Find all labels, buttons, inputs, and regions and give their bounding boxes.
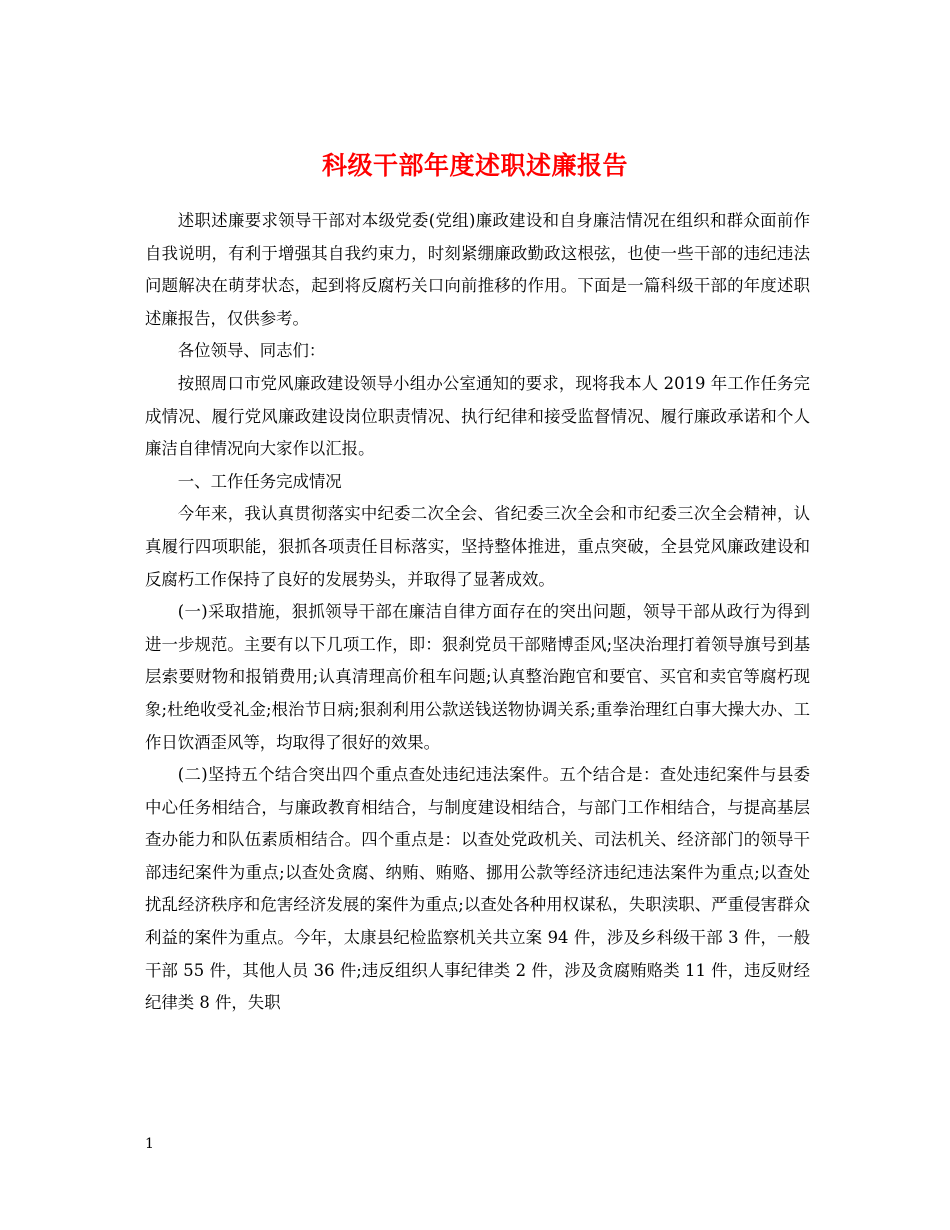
document-title: 科级干部年度述职述廉报告 (321, 150, 628, 180)
paragraph-item-2: (二)坚持五个结合突出四个重点查处违纪违法案件。五个结合是：查处违纪案件与县委中心任务相结合，与廉政教育相结合，与制度建设相结合，与部门工作相结合，与提高基层查办能力和队伍素质相结合。四个重点是：以查处党政机关、司法机关、经济部门的领导干部违纪案件为重点;以查处贪腐、纳贿、贿赂、挪用公款等经济违纪违法案件为重点;以查处扰乱经济秩序和危害经济发展的案件为重点;以查处各种用权谋私，失职渎职、严重侵害群众利益的案件为重点。今年，太康县纪检监察机关共立案 94 件，涉及乡科级干部 3 件，一般干部 55 件，其他人员 36 件;违反组织人事纪律类 2 件，涉及贪腐贿赂类 11 件，违反财经纪律类 8 件，失职 (145, 765, 810, 1013)
page-number: 1 (145, 1136, 154, 1152)
document-body (145, 205, 810, 1020)
paragraph-item-1: (一)采取措施，狠抓领导干部在廉洁自律方面存在的突出问题，领导干部从政行为得到进一步规范。主要有以下几项工作，即：狠刹党员干部赌博歪风;坚决治理打着领导旗号到基层索要财物和报销费用;认真清理高价租车问题;认真整治跑官和要官、买官和卖官等腐朽现象;杜绝收受礼金;根治节日病;狠刹利用公款送钱送物协调关系;重拳治理红白事大操大办、工作日饮酒歪风等，均取得了很好的效果。 (145, 602, 810, 752)
section-heading-1: 一、工作任务完成情况 (177, 471, 342, 491)
paragraph-summary: 今年来，我认真贯彻落实中纪委二次全会、省纪委三次全会和市纪委三次全会精神，认真履行四项职能，狠抓各项责任目标落实，坚持整体推进，重点突破，全县党风廉政建设和反腐朽工作保持了良好的发展势头，并取得了显著成效。 (145, 504, 810, 589)
paragraph-salutation: 各位领导、同志们： (177, 341, 326, 361)
paragraph-intro: 述职述廉要求领导干部对本级党委(党组)廉政建设和自身廉洁情况在组织和群众面前作自我说明，有利于增强其自我约束力，时刻紧绷廉政勤政这根弦，也使一些干部的违纪违法问题解决在萌芽状态，起到将反腐朽关口向前推移的作用。下面是一篇科级干部的年度述职述廉报告，仅供参考。 (145, 211, 810, 328)
paragraph-opening: 按照周口市党风廉政建设领导小组办公室通知的要求，现将我本人 2019 年工作任务完成情况、履行党风廉政建设岗位职责情况、执行纪律和接受监督情况、履行廉政承诺和个人廉洁自律情况向大家作以汇报。 (145, 373, 810, 459)
